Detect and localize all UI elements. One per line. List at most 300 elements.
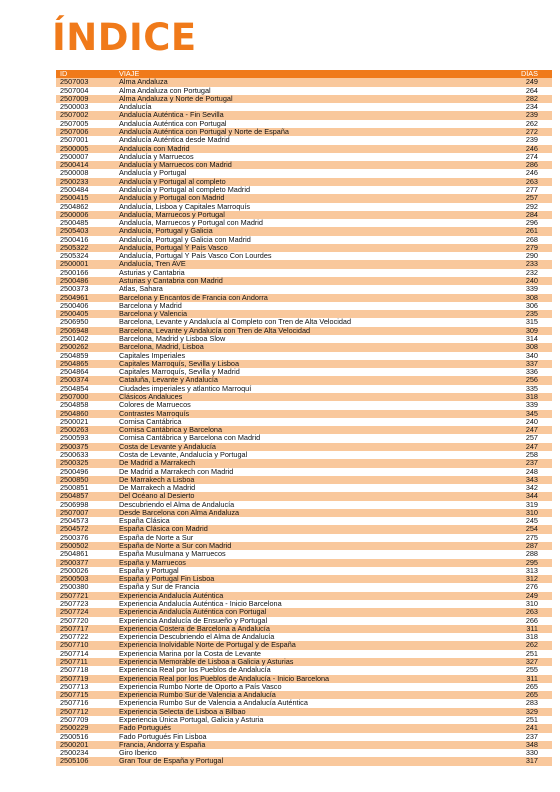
trip-days: 313 <box>525 566 538 575</box>
trip-id: 2500377 <box>60 558 89 567</box>
table-row <box>56 434 552 442</box>
trip-days: 337 <box>525 359 538 368</box>
trip-days: 262 <box>525 641 538 650</box>
trip-id: 2504854 <box>60 384 89 393</box>
table-row <box>56 459 552 467</box>
trip-name: Barcelona y Madrid <box>119 301 182 310</box>
trip-id: 2500380 <box>60 583 89 592</box>
trip-name: Andalucía, Portugal y Galicia con Madrid <box>119 235 251 244</box>
table-row <box>56 368 552 376</box>
trip-id: 2504858 <box>60 401 89 410</box>
trip-name: Andalucía y Marruecos <box>119 152 194 161</box>
trip-name: Experiencia Andalucía de Ensueño y Portugal <box>119 616 268 625</box>
trip-name: Experiencia Rumbo Sur de Valencia a Andalucía <box>119 691 276 700</box>
trip-id: 2500405 <box>60 310 89 319</box>
trip-days: 265 <box>525 682 538 691</box>
trip-days: 268 <box>525 235 538 244</box>
trip-days: 235 <box>525 310 538 319</box>
table-row <box>56 575 552 583</box>
table-row <box>56 302 552 310</box>
table-row <box>56 178 552 186</box>
table-row <box>56 641 552 649</box>
table-row <box>56 277 552 285</box>
table-row <box>56 95 552 103</box>
trip-id: 2500850 <box>60 475 89 484</box>
table-row <box>56 385 552 393</box>
trip-id: 2501402 <box>60 335 89 343</box>
table-row <box>56 492 552 500</box>
trip-id: 2507717 <box>60 624 89 633</box>
header-trip: VIAJE <box>119 70 140 78</box>
trip-id: 2507004 <box>60 86 89 95</box>
trip-days: 279 <box>525 243 538 252</box>
trip-days: 234 <box>525 103 538 112</box>
trip-name: España y Portugal <box>119 566 179 575</box>
trip-days: 264 <box>525 86 538 95</box>
table-row <box>56 699 552 707</box>
trip-id: 2500486 <box>60 277 89 286</box>
trip-id: 2507009 <box>60 94 89 103</box>
trip-id: 2500005 <box>60 144 89 153</box>
table-row <box>56 410 552 418</box>
table-row <box>56 633 552 641</box>
trip-name: Desde Barcelona con Alma Andaluza <box>119 508 240 517</box>
trip-days: 257 <box>525 434 538 443</box>
trip-name: Experiencia Rumbo Sur de Valencia a Andalucía Auténtica <box>119 699 308 708</box>
trip-days: 249 <box>525 591 538 600</box>
table-row <box>56 716 552 724</box>
trip-days: 246 <box>525 169 538 178</box>
trip-id: 2500229 <box>60 724 89 733</box>
trip-days: 306 <box>525 301 538 310</box>
trip-name: Andalucía, Marruecos y Portugal <box>119 210 225 219</box>
trip-name: Andalucía, Lisboa y Capitales Marroquís <box>119 202 251 211</box>
trip-id: 2507000 <box>60 392 89 401</box>
trip-days: 308 <box>525 293 538 302</box>
table-row <box>56 327 552 335</box>
table-row <box>56 443 552 451</box>
table-row <box>56 343 552 351</box>
table-row <box>56 666 552 674</box>
trip-days: 309 <box>525 326 538 335</box>
trip-days: 237 <box>525 732 538 741</box>
trip-days: 274 <box>525 152 538 161</box>
trip-name: Andalucía Auténtica con Portugal <box>119 119 227 128</box>
table-row <box>56 294 552 302</box>
table-row <box>56 691 552 699</box>
trip-name: Experiencia Rumbo Norte de Oporto a País Vasco <box>119 682 282 691</box>
trip-id: 2500008 <box>60 169 89 178</box>
trip-id: 2507720 <box>60 616 89 625</box>
trip-id: 2500234 <box>60 749 89 758</box>
trip-name: Cornisa Cantábrica y Barcelona <box>119 426 223 435</box>
trip-days: 237 <box>525 459 538 468</box>
trip-days: 245 <box>525 517 538 526</box>
trip-name: Alma Andaluza con Portugal <box>119 86 211 95</box>
trip-name: Experiencia Marina por la Costa de Levante <box>119 649 261 658</box>
trip-id: 2500233 <box>60 177 89 186</box>
trip-name: Cornisa Cantábrica y Barcelona con Madrid <box>119 434 261 443</box>
trip-name: Experiencia Andalucía Auténtica con Portugal <box>119 608 267 617</box>
table-row <box>56 393 552 401</box>
table-row <box>56 525 552 533</box>
trip-name: Ciudades imperiales y atlantico Marroquí <box>119 384 252 393</box>
trip-days: 272 <box>525 127 538 136</box>
table-row <box>56 426 552 434</box>
trip-days: 257 <box>525 194 538 203</box>
trip-days: 265 <box>525 691 538 700</box>
trip-name: Andalucía Auténtica con Portugal y Norte de España <box>119 127 289 136</box>
trip-id: 2500503 <box>60 575 89 584</box>
trip-name: Andalucía Auténtica desde Madrid <box>119 136 230 145</box>
table-row <box>56 724 552 732</box>
table-header <box>56 70 552 78</box>
trip-days: 317 <box>525 757 538 766</box>
trip-name: Costa de Levante y Andalucía <box>119 442 216 451</box>
trip-id: 2507718 <box>60 666 89 675</box>
header-id: ID <box>60 70 68 78</box>
trip-id: 2507710 <box>60 641 89 650</box>
table-row <box>56 352 552 360</box>
trip-id: 2507713 <box>60 682 89 691</box>
trip-name: Capitales Marroquís, Sevilla y Madrid <box>119 368 240 377</box>
table-row <box>56 136 552 144</box>
trip-days: 249 <box>525 78 538 87</box>
table-row <box>56 592 552 600</box>
table-row <box>56 600 552 608</box>
table-row <box>56 418 552 426</box>
table-row <box>56 194 552 202</box>
table-row <box>56 583 552 591</box>
trip-days: 310 <box>525 600 538 608</box>
table-row <box>56 542 552 550</box>
trip-name: España de Norte a Sur <box>119 533 194 542</box>
trip-name: Francia, Andorra y España <box>119 740 206 749</box>
trip-name: Andalucía y Portugal al completo <box>119 177 226 186</box>
table-row <box>56 476 552 484</box>
trip-days: 262 <box>525 119 538 128</box>
trip-days: 344 <box>525 492 538 501</box>
trip-name: Experiencia Selecta de Lisboa a Bilbao <box>119 707 246 716</box>
trip-name: Asturias y Cantabria <box>119 268 185 277</box>
trip-name: Experiencia Memorable de Lisboa a Galicia y Asturias <box>119 657 294 666</box>
trip-id: 2500325 <box>60 459 89 468</box>
table-row <box>56 749 552 757</box>
table-row <box>56 78 552 86</box>
table-row <box>56 376 552 384</box>
table-row <box>56 128 552 136</box>
table-row <box>56 608 552 616</box>
trip-days: 295 <box>525 558 538 567</box>
table-row <box>56 145 552 153</box>
table-row <box>56 211 552 219</box>
trip-name: Costa de Levante, Andalucía y Portugal <box>119 450 248 459</box>
table-row <box>56 567 552 575</box>
trip-days: 335 <box>525 384 538 393</box>
trip-id: 2507719 <box>60 674 89 683</box>
table-row <box>56 484 552 492</box>
trip-name: Andalucía, Portugal Y País Vasco Con Lourdes <box>119 252 272 261</box>
trip-days: 276 <box>525 583 538 592</box>
trip-name: Experiencia Andalucía Auténtica <box>119 591 224 600</box>
trip-name: Experiencia Descubriendo el Alma de Andalucía <box>119 633 275 642</box>
trip-id: 2500001 <box>60 260 89 269</box>
trip-days: 233 <box>525 260 538 269</box>
trip-name: Andalucía y Marruecos con Madrid <box>119 161 232 170</box>
trip-id: 2507005 <box>60 119 89 128</box>
table-row <box>56 236 552 244</box>
trip-id: 2500026 <box>60 566 89 575</box>
table-row <box>56 501 552 509</box>
trip-name: Andalucía, Marruecos y Portugal con Madrid <box>119 219 263 228</box>
index-table <box>56 70 552 766</box>
trip-name: Asturias y Cantabria con Madrid <box>119 277 223 286</box>
trip-days: 318 <box>525 392 538 401</box>
trip-id: 2506948 <box>60 326 89 335</box>
trip-name: Andalucía Auténtica - Fin Sevilla <box>119 111 224 120</box>
trip-id: 2504857 <box>60 492 89 501</box>
trip-days: 330 <box>525 749 538 758</box>
trip-name: Andalucía y Portugal al completo Madrid <box>119 185 251 194</box>
table-row <box>56 103 552 111</box>
trip-id: 2500416 <box>60 235 89 244</box>
trip-days: 263 <box>525 608 538 617</box>
trip-days: 345 <box>525 409 538 418</box>
table-row <box>56 517 552 525</box>
trip-name: Barcelona y Encantos de Francia con Andorra <box>119 293 268 302</box>
table-row <box>56 757 552 765</box>
trip-id: 2500006 <box>60 210 89 219</box>
table-row <box>56 227 552 235</box>
trip-id: 2507722 <box>60 633 89 642</box>
table-row <box>56 219 552 227</box>
table-row <box>56 318 552 326</box>
trip-name: Andalucía, Tren AVE <box>119 260 186 269</box>
trip-name: Alma Andaluza y Norte de Portugal <box>119 94 233 103</box>
trip-days: 261 <box>525 227 538 236</box>
trip-id: 2500593 <box>60 434 89 443</box>
trip-id: 2500415 <box>60 194 89 203</box>
trip-name: Experiencia Inolvidable Norte de Portugal y de España <box>119 641 296 650</box>
table-row <box>56 741 552 749</box>
trip-name: España y Sur de Francia <box>119 583 200 592</box>
trip-name: Andalucía <box>119 103 152 112</box>
trip-days: 329 <box>525 707 538 716</box>
trip-name: Del Océano al Desierto <box>119 492 195 501</box>
table-row <box>56 650 552 658</box>
trip-id: 2500007 <box>60 152 89 161</box>
trip-id: 2500376 <box>60 533 89 542</box>
trip-days: 312 <box>525 575 538 584</box>
trip-name: Colores de Marruecos <box>119 401 191 410</box>
table-row <box>56 244 552 252</box>
trip-days: 348 <box>525 740 538 749</box>
table-row <box>56 683 552 691</box>
trip-name: Cornisa Cantábrica <box>119 417 182 426</box>
table-row <box>56 550 552 558</box>
trip-days: 240 <box>525 277 538 286</box>
table-row <box>56 285 552 293</box>
trip-days: 296 <box>525 219 538 228</box>
trip-days: 239 <box>525 136 538 145</box>
trip-name: Fado Portugués <box>119 724 171 733</box>
trip-id: 2507002 <box>60 111 89 120</box>
trip-days: 340 <box>525 351 538 360</box>
trip-name: De Marrakech a Madrid <box>119 484 196 493</box>
trip-days: 286 <box>525 161 538 170</box>
page-title: ÍNDICE <box>52 16 197 59</box>
trip-name: De Madrid a Marrakech <box>119 459 196 468</box>
trip-days: 308 <box>525 343 538 352</box>
table-row <box>56 625 552 633</box>
trip-id: 2500262 <box>60 343 89 352</box>
trip-days: 339 <box>525 285 538 294</box>
trip-name: De Marrakech a Lisboa <box>119 475 195 484</box>
trip-name: Descubriendo el Alma de Andalucía <box>119 500 235 509</box>
trip-name: Andalucía con Madrid <box>119 144 190 153</box>
trip-id: 2500373 <box>60 285 89 294</box>
trip-days: 342 <box>525 484 538 493</box>
trip-name: Atlas, Sahara <box>119 285 163 294</box>
trip-id: 2500485 <box>60 219 89 228</box>
trip-name: Andalucía, Portugal Y País Vasco <box>119 243 228 252</box>
trip-id: 2504865 <box>60 359 89 368</box>
table-row <box>56 120 552 128</box>
trip-days: 319 <box>525 500 538 509</box>
trip-days: 318 <box>525 633 538 642</box>
trip-id: 2500166 <box>60 268 89 277</box>
trip-name: Experiencia Única Portugal, Galicia y Asturia <box>119 715 264 724</box>
trip-days: 283 <box>525 699 538 708</box>
trip-id: 2507003 <box>60 78 89 87</box>
trip-days: 287 <box>525 542 538 551</box>
trip-id: 2500263 <box>60 426 89 435</box>
trip-name: Andalucía, Portugal y Galicia <box>119 227 213 236</box>
table-row <box>56 169 552 177</box>
trip-days: 339 <box>525 401 538 410</box>
trip-id: 2507715 <box>60 691 89 700</box>
trip-days: 258 <box>525 450 538 459</box>
trip-id: 2507006 <box>60 127 89 136</box>
trip-id: 2506950 <box>60 318 89 327</box>
table-row <box>56 310 552 318</box>
trip-id: 2507709 <box>60 715 89 724</box>
trip-name: Barcelona, Madrid y Lisboa Slow <box>119 335 226 343</box>
trip-name: Barcelona, Madrid, Lisboa <box>119 343 204 352</box>
trip-days: 290 <box>525 252 538 261</box>
trip-name: Clásicos Andaluces <box>119 392 183 401</box>
trip-name: Gran Tour de España y Portugal <box>119 757 224 766</box>
trip-name: Experiencia Costera de Barcelona a Andalucía <box>119 624 270 633</box>
trip-id: 2504861 <box>60 550 89 559</box>
table-body <box>56 78 552 765</box>
table-row <box>56 186 552 194</box>
trip-days: 288 <box>525 550 538 559</box>
table-row <box>56 87 552 95</box>
trip-id: 2504862 <box>60 202 89 211</box>
trip-name: Experiencia Andalucía Auténtica - Inicio Barcelona <box>119 600 282 608</box>
trip-days: 254 <box>525 525 538 534</box>
trip-days: 284 <box>525 210 538 219</box>
trip-name: Andalucía y Portugal <box>119 169 187 178</box>
trip-id: 2504572 <box>60 525 89 534</box>
trip-id: 2500496 <box>60 467 89 476</box>
trip-name: España de Norte a Sur con Madrid <box>119 542 232 551</box>
trip-days: 248 <box>525 467 538 476</box>
trip-days: 336 <box>525 368 538 377</box>
trip-days: 256 <box>525 376 538 385</box>
trip-id: 2500003 <box>60 103 89 112</box>
table-row <box>56 335 552 343</box>
trip-name: Cataluña, Levante y Andalucía <box>119 376 218 385</box>
table-row <box>56 360 552 368</box>
trip-name: España Clásica con Madrid <box>119 525 208 534</box>
table-row <box>56 559 552 567</box>
trip-name: España Musulmana y Marruecos <box>119 550 226 559</box>
table-row <box>56 675 552 683</box>
trip-name: España Clásica <box>119 517 170 526</box>
trip-name: De Madrid a Marrakech con Madrid <box>119 467 234 476</box>
trip-id: 2500851 <box>60 484 89 493</box>
table-row <box>56 733 552 741</box>
trip-days: 251 <box>525 715 538 724</box>
trip-days: 311 <box>526 674 538 683</box>
table-row <box>56 534 552 542</box>
table-row <box>56 161 552 169</box>
table-row <box>56 252 552 260</box>
trip-name: Capitales Imperiales <box>119 351 186 360</box>
trip-id: 2507723 <box>60 600 89 608</box>
trip-days: 282 <box>525 94 538 103</box>
trip-id: 2505324 <box>60 252 89 261</box>
table-row <box>56 401 552 409</box>
trip-name: Barcelona, Levante y Andalucía con Tren de Alta Velocidad <box>119 326 311 335</box>
trip-name: Andalucía y Portugal con Madrid <box>119 194 225 203</box>
trip-name: España y Portugal Fin Lisboa <box>119 575 215 584</box>
trip-id: 2507001 <box>60 136 89 145</box>
trip-name: Experiencia Real por los Pueblos de Andalucía <box>119 666 271 675</box>
table-row <box>56 111 552 119</box>
table-row <box>56 203 552 211</box>
trip-name: Fado Portugués Fin Lisboa <box>119 732 207 741</box>
trip-id: 2500633 <box>60 450 89 459</box>
trip-id: 2500201 <box>60 740 89 749</box>
trip-days: 311 <box>526 624 538 633</box>
trip-id: 2500502 <box>60 542 89 551</box>
trip-name: Contrastes Marroquís <box>119 409 190 418</box>
trip-id: 2506998 <box>60 500 89 509</box>
trip-id: 2504573 <box>60 517 89 526</box>
trip-name: España y Marruecos <box>119 558 186 567</box>
trip-id: 2507712 <box>60 707 89 716</box>
trip-name: Giro Iberico <box>119 749 157 758</box>
trip-days: 240 <box>525 417 538 426</box>
trip-days: 314 <box>525 335 538 343</box>
table-row <box>56 451 552 459</box>
trip-id: 2504860 <box>60 409 89 418</box>
trip-id: 2507714 <box>60 649 89 658</box>
trip-id: 2500484 <box>60 185 89 194</box>
trip-name: Experiencia Real por los Pueblos de Andalucía - Inicio Barcelona <box>119 674 330 683</box>
table-row <box>56 617 552 625</box>
trip-name: Barcelona, Levante y Andalucía al Completo con Tren de Alta Velocidad <box>119 318 352 327</box>
trip-days: 277 <box>525 185 538 194</box>
trip-days: 266 <box>525 616 538 625</box>
trip-days: 315 <box>525 318 538 327</box>
trip-id: 2505403 <box>60 227 89 236</box>
trip-name: Capitales Marroquís, Sevilla y Lisboa <box>119 359 240 368</box>
trip-days: 327 <box>525 657 538 666</box>
